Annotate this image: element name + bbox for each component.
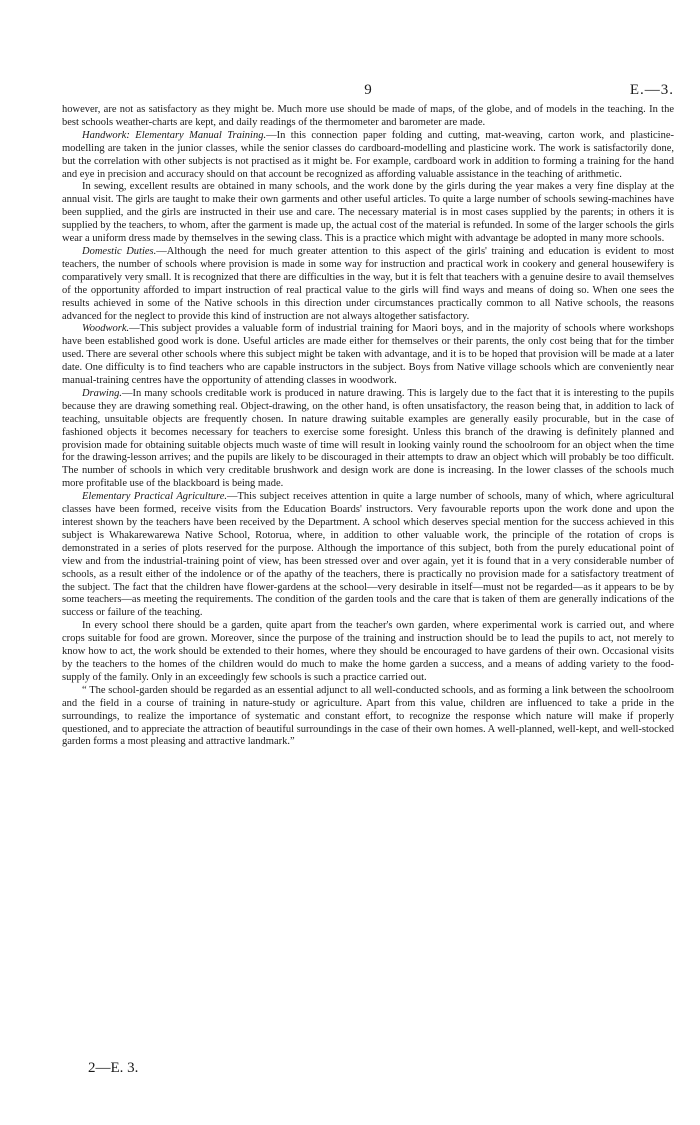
- paragraph-text: —In many schools creditable work is produced in nature drawing. This is largely due to the fact that it is interesting to the pupils because they are drawing something real. Object-drawing, on the other hand, is often unsatisfactory, the reason being that, in addition to lack of teaching, unsuitable objects are frequently chosen. In nature drawing suitable examples are generally easily procurable, but in the case of fashioned objects it becomes necessary for teachers to exercise some foresight. Unless this branch of the drawing is definitely planned and provision made for obtaining suitable objects much waste of time will result in looking vainly round the schoolroom for an object when the time for the drawing-lesson arrives; and the pupils are likely to be discouraged in their attempts to draw an object which will probably be too difficult. The number of schools in which very creditable brushwork and design work are done is increasing. In the lower classes of the schools much more profitable use of the blackboard is being made.: [62, 387, 674, 490]
- paragraph-text: “ The school-garden should be regarded as an essential adjunct to all well-conducted schools, and as forming a link between the schoolroom and the field in a course of training in nature-study or agriculture. Apart from this value, children are influenced to take a pride in the surroundings, to realize the importance of systematic and constant effort, to recognize the response which nature will make if properly questioned, and to appreciate the attraction of beautiful surroundings in the case of their own homes. A well-planned, well-kept, and well-stocked garden forms a most pleasing and attractive landmark.”: [62, 684, 674, 748]
- section-heading: Drawing.: [82, 387, 122, 399]
- paragraph-agriculture: [62, 491, 674, 620]
- page-signature: [62, 1060, 674, 1077]
- paragraph-domestic-duties: [62, 246, 674, 323]
- paragraph-text: In every school there should be a garden, quite apart from the teacher's own garden, where experimental work is carried out, and where crops suitable for food are grown. Moreover, since the purpose of the training and instruction should be to lead the pupils to act, not merely to know how to act, the work should be extended to their homes, where they should be encouraged to have gardens of their own. Occasional visits by the teachers to the homes of the children would do much to make the home garden a success, and a means of adding variety to the food-supply of the family. Only in an exceedingly few schools is such a practice carried out.: [62, 620, 674, 683]
- paragraph-text: —This subject receives attention in quite a large number of schools, many of which, where agricultural classes have been formed, receive visits from the Education Boards' instructors. Very favourable reports upon the work done and upon the interest shown by the teachers have been received by the Department. A school which deserves special mention for the success achieved in this subject is Whakarewarewa Native School, Rotorua, where, in addition to other valuable work, the principle of the rotation of crops is demonstrated in a series of plots reserved for the purpose. Although the importance of this subject, both from the purely educational point of view and from the industrial-training point of view, has been stressed over and over again, yet it is found that in a very considerable number of schools, as a result either of the indolence or of the apathy of the teachers, there is practically no provision made for a satisfactory treatment of the subject. The fact that the children have flower-gardens at the school—very desirable in itself—must not be regarded—as it appears to be by some teachers—as meeting the requirements. The condition of the garden tools and the care that is taken of them are generally indications of the success or failure of the teaching.: [62, 491, 674, 619]
- section-heading: Elementary Practical Agriculture.: [82, 491, 227, 503]
- paragraph-text: —This subject provides a valuable form of industrial training for Maori boys, and in the majority of schools where workshops have been established good work is done. Useful articles are made either for themselves or their parents, the only cost being that for the timber used. There are several other schools where this subject might be taken with advantage, and it is to be hoped that provision will be made at a later date. One difficulty is to find teachers who are capable instructors in the subject. Boys from Native village schools which are conveniently near manual-training centres have the opportunity of attending classes in woodwork.: [62, 323, 674, 387]
- paragraph-intro: [62, 104, 674, 130]
- page-header: [62, 82, 674, 104]
- paragraph-drawing: [62, 388, 674, 491]
- document-reference: E.—3.: [629, 82, 674, 98]
- paragraph-handwork: [62, 130, 674, 182]
- signature-mark: 2—E. 3.: [88, 1060, 139, 1076]
- paragraph-school-garden: [62, 620, 674, 685]
- paragraph-text: —Although the need for much greater attention to this aspect of the girls' training and education is evident to most teachers, the number of schools where provision is made in some way for instruction and practical work in cookery and general housewifery is comparatively very small. It is recognized that there are difficulties in the way, but it is felt that teachers with a genuine desire to avail themselves of the opportunity afforded to impart instruction of real practical value to the girls will find ways and means of doing so. When one sees the results achieved in some of the Native schools in this direction under circumstances practically common to all Native schools, the reasons advanced for the neglect to provide this kind of instruction are not always altogether satisfactory.: [62, 245, 674, 322]
- section-heading: Domestic Duties.: [82, 245, 157, 257]
- paragraph-sewing: [62, 181, 674, 246]
- paragraph-text: In sewing, excellent results are obtained in many schools, and the work done by the girls during the year makes a very fine display at the annual visit. The girls are taught to make their own garments and other useful articles. To quite a large number of schools sewing-machines have been supplied, and the girls are instructed in their use and care. The necessary material is in most cases supplied by the parents; in others it is supplied by the teachers, to whom, after the garment is made up, the actual cost of the material is refunded. In some of the larger schools the girls wear a uniform dress made by themselves in the sewing class. This is a practice which might with advantage be adopted in many more schools.: [62, 181, 674, 245]
- paragraph-text: —In this connection paper folding and cutting, mat-weaving, carton work, and plasticine-modelling are taken in the junior classes, while the senior classes do cardboard-modelling and plasticine work. The work is satisfactorily done, but the correlation with other subjects is not practised as it might be. For example, cardboard work in addition to forming a training for the hand and eye in precision and accuracy should on that account be recognized as affording valuable assistance in the teaching of arithmetic.: [62, 129, 674, 180]
- paragraph-quotation: [62, 685, 674, 750]
- paragraph-woodwork: [62, 323, 674, 388]
- page-number: 9: [364, 82, 372, 98]
- section-heading: Woodwork.: [82, 323, 130, 335]
- body-text: [62, 104, 674, 749]
- paragraph-text: however, are not as satisfactory as they might be. Much more use should be made of maps, of the globe, and of models in the teaching. In the best schools weather-charts are kept, and daily readings of the thermometer and barometer are made.: [62, 104, 674, 128]
- section-heading: Handwork: Elementary Manual Training.: [82, 129, 267, 141]
